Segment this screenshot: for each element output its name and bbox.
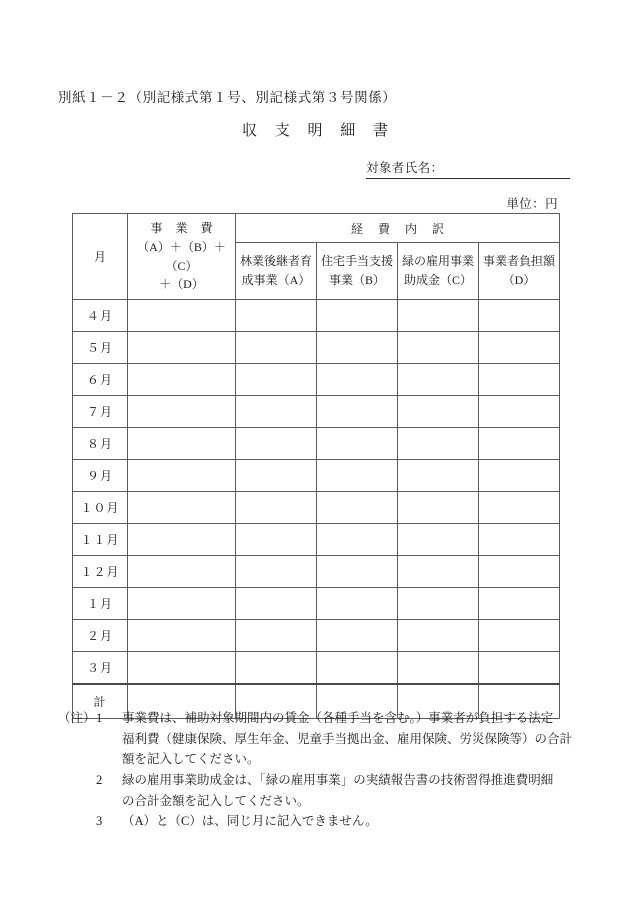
header-column-c bbox=[398, 243, 479, 300]
cell-column-b[interactable] bbox=[317, 428, 398, 460]
cell-column-a[interactable] bbox=[236, 332, 317, 364]
table-row bbox=[73, 588, 560, 620]
cell-project-cost[interactable] bbox=[128, 300, 236, 332]
cell-column-b[interactable] bbox=[317, 396, 398, 428]
cell-column-b[interactable] bbox=[317, 364, 398, 396]
note-number: 1 bbox=[96, 711, 103, 725]
cell-month: ８月 bbox=[73, 428, 128, 460]
cell-column-c[interactable] bbox=[398, 300, 479, 332]
cell-project-cost[interactable] bbox=[128, 460, 236, 492]
cell-column-d[interactable] bbox=[479, 620, 560, 652]
cell-column-c[interactable] bbox=[398, 460, 479, 492]
header-column-c-line2: 助成金（C） bbox=[403, 273, 472, 287]
cell-month: ５月 bbox=[73, 332, 128, 364]
cell-project-cost[interactable] bbox=[128, 588, 236, 620]
cell-column-d[interactable] bbox=[479, 492, 560, 524]
cell-project-cost[interactable] bbox=[128, 332, 236, 364]
cell-column-d[interactable] bbox=[479, 588, 560, 620]
header-expense-breakdown: 経 費 内 訳 bbox=[236, 214, 560, 243]
cell-column-a[interactable] bbox=[236, 364, 317, 396]
header-project-cost-line1: 事 業 費 bbox=[150, 221, 218, 236]
note-line bbox=[58, 791, 578, 812]
cell-column-c[interactable] bbox=[398, 428, 479, 460]
cell-column-c[interactable] bbox=[398, 620, 479, 652]
subject-name-input[interactable] bbox=[443, 158, 570, 172]
cell-column-c[interactable] bbox=[398, 492, 479, 524]
table-head bbox=[73, 214, 560, 300]
cell-project-cost[interactable] bbox=[128, 620, 236, 652]
cell-column-d[interactable] bbox=[479, 428, 560, 460]
cell-column-d[interactable] bbox=[479, 364, 560, 396]
cell-project-cost[interactable] bbox=[128, 428, 236, 460]
cell-column-b[interactable] bbox=[317, 524, 398, 556]
header-column-c-line1: 緑の雇用事業 bbox=[401, 254, 474, 269]
note-text: 額を記入してください。 bbox=[122, 752, 260, 767]
table-row bbox=[73, 652, 560, 685]
cell-column-b[interactable] bbox=[317, 460, 398, 492]
cell-column-b[interactable] bbox=[317, 588, 398, 620]
cell-column-a[interactable] bbox=[236, 300, 317, 332]
note-line bbox=[58, 708, 578, 729]
header-column-a-line2: 成事業（A） bbox=[241, 273, 311, 287]
cell-column-d[interactable] bbox=[479, 460, 560, 492]
cell-column-d[interactable] bbox=[479, 396, 560, 428]
header-project-cost-line3: ＋（D） bbox=[159, 277, 204, 292]
cell-project-cost[interactable] bbox=[128, 652, 236, 685]
cell-column-d[interactable] bbox=[479, 524, 560, 556]
note-number: 3 bbox=[96, 814, 103, 829]
note-text: 緑の雇用事業助成金は、「緑の雇用事業」の実績報告書の技術習得推進費明細 bbox=[122, 772, 554, 787]
cell-column-c[interactable] bbox=[398, 556, 479, 588]
table-row bbox=[73, 556, 560, 588]
cell-column-d[interactable] bbox=[479, 332, 560, 364]
cell-column-b[interactable] bbox=[317, 332, 398, 364]
note-line bbox=[58, 811, 578, 832]
cell-month: ２月 bbox=[73, 620, 128, 652]
note-text: （A）と（C）は、同じ月に記入できません。 bbox=[122, 814, 378, 829]
cell-project-cost[interactable] bbox=[128, 364, 236, 396]
note-line bbox=[58, 749, 578, 770]
header-project-cost-line2: （A）＋（B）＋（C） bbox=[137, 239, 226, 273]
cell-total-label: 計 bbox=[73, 684, 128, 719]
table-row bbox=[73, 428, 560, 460]
table-row bbox=[73, 396, 560, 428]
expense-ledger-table bbox=[72, 213, 560, 719]
cell-project-cost[interactable] bbox=[128, 492, 236, 524]
document-reference: 別紙１－２（別記様式第１号、別記様式第３号関係） bbox=[58, 90, 397, 105]
header-column-b bbox=[317, 243, 398, 300]
cell-column-c[interactable] bbox=[398, 588, 479, 620]
table-body bbox=[73, 300, 560, 719]
notes-section bbox=[58, 708, 578, 832]
header-column-b-line2: 事業（B） bbox=[328, 273, 385, 287]
cell-column-a[interactable] bbox=[236, 588, 317, 620]
subject-name-label: 対象者氏名： bbox=[366, 161, 444, 175]
header-column-d-line2: （D） bbox=[502, 273, 536, 287]
header-row-top bbox=[73, 214, 560, 243]
header-column-a-line1: 林業後継者育 bbox=[239, 254, 312, 269]
note-text: 事業費は、補助対象期間内の賃金（各種手当を含む。）事業者が負担する法定 bbox=[122, 711, 554, 725]
table-row bbox=[73, 492, 560, 524]
cell-column-b[interactable] bbox=[317, 300, 398, 332]
cell-column-b[interactable] bbox=[317, 620, 398, 652]
cell-column-d[interactable] bbox=[479, 300, 560, 332]
cell-column-a[interactable] bbox=[236, 428, 317, 460]
cell-column-a[interactable] bbox=[236, 396, 317, 428]
cell-month: ９月 bbox=[73, 460, 128, 492]
cell-column-c[interactable] bbox=[398, 396, 479, 428]
table-row bbox=[73, 460, 560, 492]
cell-column-a[interactable] bbox=[236, 492, 317, 524]
cell-column-d[interactable] bbox=[479, 556, 560, 588]
header-project-cost bbox=[128, 214, 236, 300]
subject-name-field[interactable] bbox=[366, 158, 570, 179]
table-row bbox=[73, 300, 560, 332]
note-text: 福利費（健康保険、厚生年金、児童手当拠出金、雇用保険、労災保険等）の合計 bbox=[122, 731, 573, 746]
cell-column-b[interactable] bbox=[317, 652, 398, 685]
cell-column-c[interactable] bbox=[398, 332, 479, 364]
cell-column-a[interactable] bbox=[236, 652, 317, 685]
cell-month: ７月 bbox=[73, 396, 128, 428]
cell-month: ６月 bbox=[73, 364, 128, 396]
header-month: 月 bbox=[73, 214, 128, 300]
cell-column-a[interactable] bbox=[236, 524, 317, 556]
cell-column-a[interactable] bbox=[236, 620, 317, 652]
cell-column-a[interactable] bbox=[236, 460, 317, 492]
cell-month: １１月 bbox=[73, 524, 128, 556]
ledger-table-wrapper bbox=[72, 213, 559, 719]
cell-project-cost[interactable] bbox=[128, 396, 236, 428]
cell-month: ４月 bbox=[73, 300, 128, 332]
table-row bbox=[73, 332, 560, 364]
cell-column-d[interactable] bbox=[479, 652, 560, 685]
note-number: 2 bbox=[96, 772, 103, 787]
cell-column-a[interactable] bbox=[236, 556, 317, 588]
cell-column-c[interactable] bbox=[398, 652, 479, 685]
table-row bbox=[73, 364, 560, 396]
cell-project-cost[interactable] bbox=[128, 524, 236, 556]
cell-project-cost[interactable] bbox=[128, 556, 236, 588]
note-line bbox=[58, 729, 578, 750]
note-text: の合計金額を記入してください。 bbox=[122, 793, 310, 808]
notes-label: （注） bbox=[58, 711, 96, 725]
header-column-d bbox=[479, 243, 560, 300]
page-title: 収 支 明 細 書 bbox=[241, 123, 395, 139]
note-line bbox=[58, 770, 578, 791]
cell-month: １０月 bbox=[73, 492, 128, 524]
cell-month: ３月 bbox=[73, 652, 128, 685]
table-row bbox=[73, 620, 560, 652]
cell-column-c[interactable] bbox=[398, 524, 479, 556]
cell-column-c[interactable] bbox=[398, 364, 479, 396]
cell-column-b[interactable] bbox=[317, 492, 398, 524]
header-column-a bbox=[236, 243, 317, 300]
header-column-b-line1: 住宅手当支援 bbox=[320, 254, 393, 269]
cell-month: １月 bbox=[73, 588, 128, 620]
cell-column-b[interactable] bbox=[317, 556, 398, 588]
unit-note: 単位：円 bbox=[506, 197, 558, 211]
header-column-d-line1: 事業者負担額 bbox=[483, 254, 556, 269]
table-row bbox=[73, 524, 560, 556]
cell-month: １２月 bbox=[73, 556, 128, 588]
